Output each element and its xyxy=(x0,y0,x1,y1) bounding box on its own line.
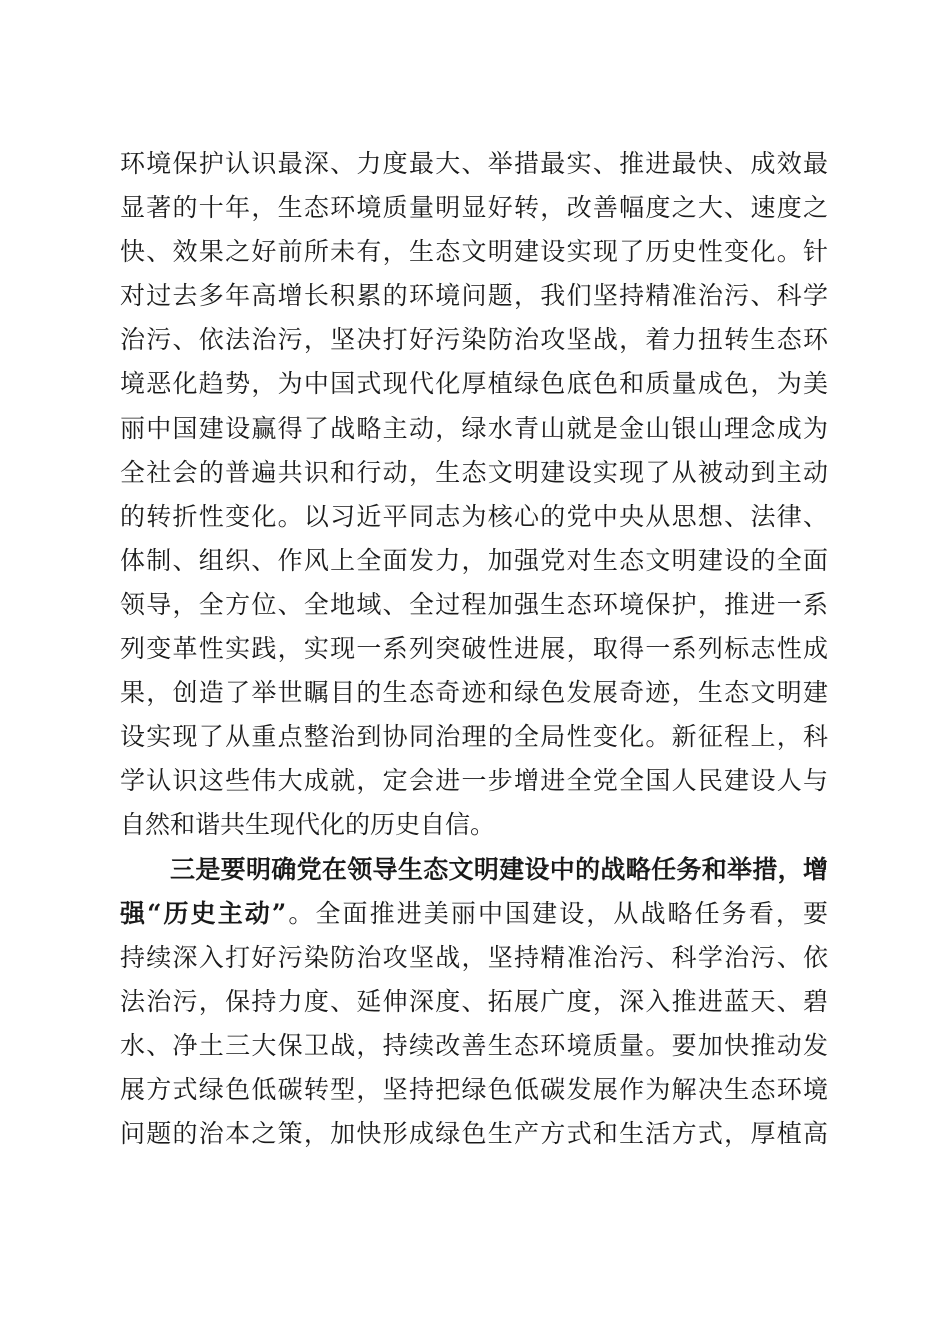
text-line: 环境保护认识最深、力度最大、举措最实、推进最快、成效最 xyxy=(120,149,828,178)
text-line: 的转折性变化。以习近平同志为核心的党中央从思想、法律、 xyxy=(120,501,828,531)
document-body xyxy=(120,142,828,1156)
text-line: 持续深入打好污染防治攻坚战，坚持精准治污、科学治污、依 xyxy=(120,942,828,972)
text-line: 快、效果之好前所未有，生态文明建设实现了历史性变化。针 xyxy=(120,237,828,267)
text-line: 法治污，保持力度、延伸深度、拓展广度，深入推进蓝天、碧 xyxy=(120,986,828,1016)
text-line: 设实现了从重点整治到协同治理的全局性变化。新征程上，科 xyxy=(120,722,828,752)
text-line: 对过去多年高增长积累的环境问题，我们坚持精准治污、科学 xyxy=(120,281,828,311)
section-heading-emphasis: 强“历史主动” xyxy=(120,898,287,928)
text-line xyxy=(120,892,828,936)
text-line-rest: 。全面推进美丽中国建设，从战略任务看，要 xyxy=(286,898,828,928)
text-line: 治污、依法治污，坚决打好污染防治攻坚战，着力扭转生态环 xyxy=(120,325,828,355)
text-line: 列变革性实践，实现一系列突破性进展，取得一系列标志性成 xyxy=(120,634,828,664)
text-line: 展方式绿色低碳转型，坚持把绿色低碳发展作为解决生态环境 xyxy=(120,1074,828,1104)
paragraph-1 xyxy=(120,142,828,848)
text-line: 自然和谐共生现代化的历史自信。 xyxy=(120,810,496,840)
text-line: 丽中国建设赢得了战略主动，绿水青山就是金山银山理念成为 xyxy=(120,413,828,443)
text-line: 领导，全方位、全地域、全过程加强生态环境保护，推进一系 xyxy=(120,589,828,619)
text-line: 水、净土三大保卫战，持续改善生态环境质量。要加快推动发 xyxy=(120,1030,828,1060)
text-line: 显著的十年，生态环境质量明显好转，改善幅度之大、速度之 xyxy=(120,193,828,223)
section-heading-line: 三是要明确党在领导生态文明建设中的战略任务和举措，增 xyxy=(170,854,828,884)
text-line: 果，创造了举世瞩目的生态奇迹和绿色发展奇迹，生态文明建 xyxy=(120,678,828,708)
text-line: 境恶化趋势，为中国式现代化厚植绿色底色和质量成色，为美 xyxy=(120,369,828,399)
paragraph-2 xyxy=(120,848,828,1157)
text-line: 学认识这些伟大成就，定会进一步增进全党全国人民建设人与 xyxy=(120,766,828,796)
text-line: 体制、组织、作风上全面发力，加强党对生态文明建设的全面 xyxy=(120,545,828,575)
text-line: 全社会的普遍共识和行动，生态文明建设实现了从被动到主动 xyxy=(120,457,828,487)
text-line: 问题的治本之策，加快形成绿色生产方式和生活方式，厚植高 xyxy=(120,1119,828,1149)
